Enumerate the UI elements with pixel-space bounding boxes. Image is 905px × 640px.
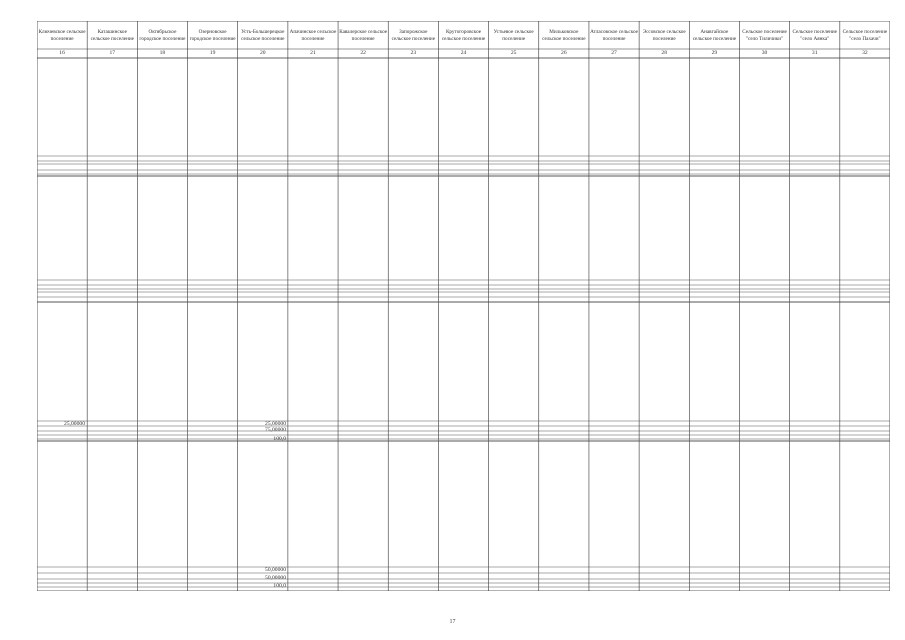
column-header: Эссовское сельское поселение — [642, 29, 686, 42]
column-number: 20 — [259, 50, 266, 56]
column-header: Сельское поселение "село Пахачи" — [842, 29, 888, 42]
column-number: 29 — [711, 50, 718, 56]
column-number: 30 — [761, 50, 768, 56]
column-header: Сельское поселение "село Тиличики" — [742, 29, 787, 42]
column-number: 16 — [59, 50, 65, 56]
column-number: 25 — [510, 50, 517, 56]
cell-value: 50,00000 — [265, 567, 286, 573]
cell-value: 100,0 — [273, 436, 286, 442]
column-number: 21 — [310, 50, 316, 56]
column-number: 31 — [811, 50, 818, 56]
column-header: Октябрьское городское поселение — [139, 29, 186, 42]
column-number: 26 — [561, 50, 567, 56]
column-header: Мильковское сельское поселение — [542, 29, 586, 42]
column-header: Атласовское сельское поселение — [590, 29, 638, 42]
column-header: Усть-Большерецкое сельское поселение — [241, 29, 285, 42]
column-header: Ключевское сельское поселение — [38, 29, 86, 42]
column-number: 24 — [460, 50, 467, 56]
column-header: Кавалерское сельское поселение — [339, 29, 388, 42]
cell-value: 25,00000 — [64, 421, 85, 427]
column-header: Каташинское сельское поселение — [90, 29, 134, 42]
column-number: 19 — [209, 50, 216, 56]
column-number: 27 — [611, 50, 617, 56]
column-header: Озерновское городское поселение — [189, 29, 236, 42]
column-header: Анавгайское сельское поселение — [692, 29, 737, 42]
column-number: 32 — [862, 50, 868, 56]
cell-value: 100,0 — [273, 583, 286, 589]
column-header: Запорожское сельское поселение — [391, 29, 435, 42]
page-number: 17 — [449, 619, 456, 625]
column-number: 18 — [159, 50, 166, 56]
cell-value: 25,00000 — [265, 421, 286, 427]
column-header: Крутогоровское сельское поселение — [441, 29, 486, 42]
column-header: Устьевое сельское поселение — [493, 29, 534, 42]
column-header: Апачинское сельское поселение — [289, 29, 337, 42]
cell-value: 75,00000 — [265, 427, 286, 433]
column-number: 17 — [109, 50, 116, 56]
table-grid — [37, 21, 890, 591]
column-number: 23 — [410, 50, 417, 56]
column-number: 28 — [661, 50, 667, 56]
budget-table — [37, 21, 890, 591]
column-number: 22 — [360, 50, 366, 56]
cell-value: 50,00000 — [265, 575, 286, 581]
column-header: Сельское поселение "село Аянка" — [792, 29, 837, 42]
